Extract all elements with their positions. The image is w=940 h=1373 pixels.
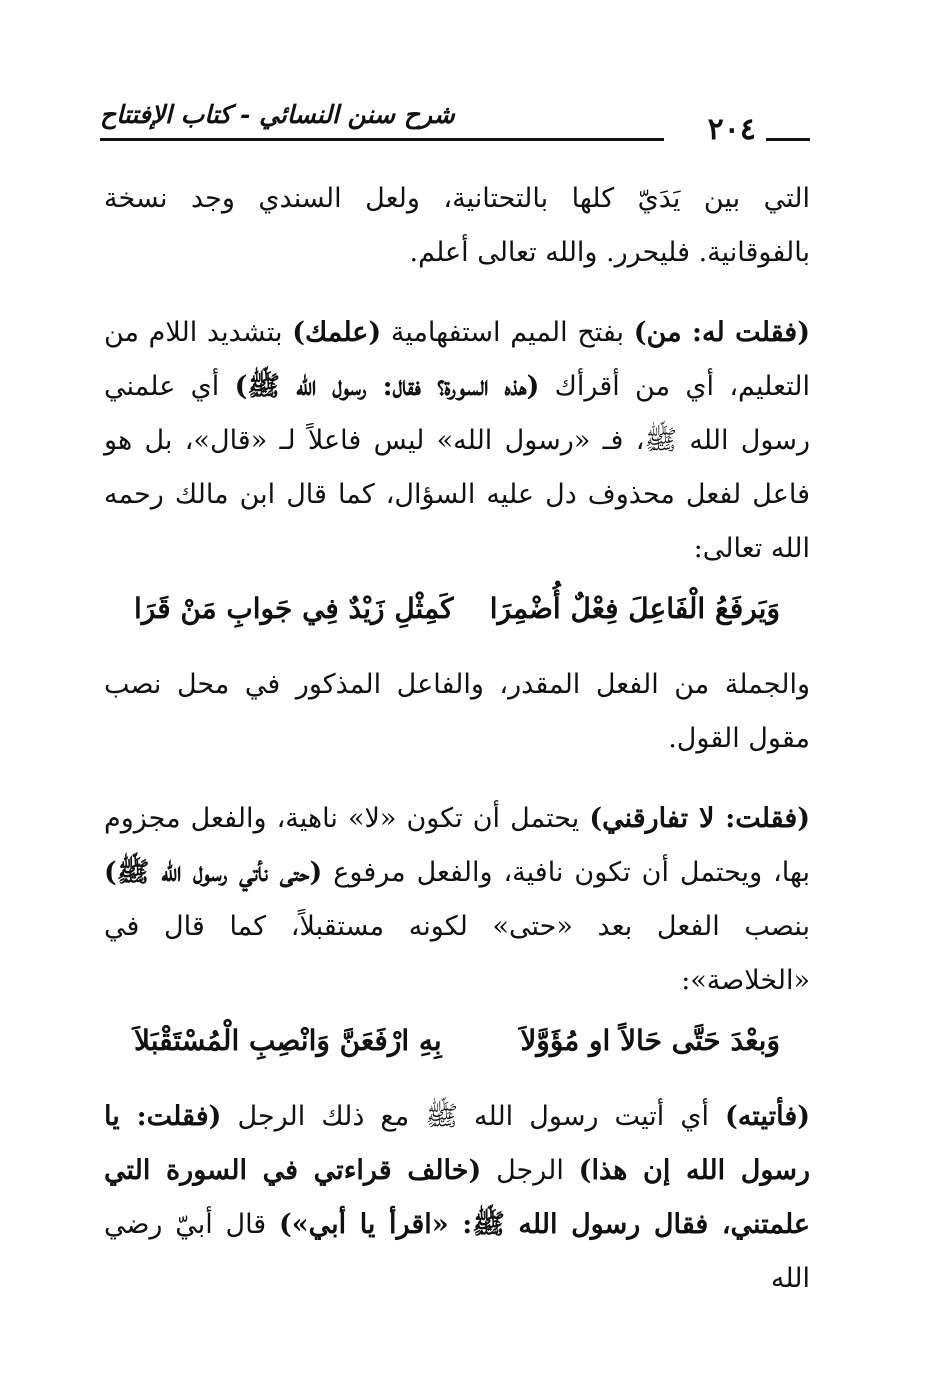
commentary-text: قال أبيّ رضي الله — [104, 1209, 810, 1294]
paragraph-4 — [104, 792, 810, 1008]
paragraph-2 — [104, 306, 810, 576]
header-dash — [766, 138, 810, 141]
quoted-text: (خالف قراءتي في السورة التي علمتني، فقال رسول الله ﷺ: «اقرأ يا أبي») — [104, 1155, 810, 1240]
quoted-text: (فأتيته) — [725, 1101, 811, 1132]
verse-first-hemistich: وَيَرفَعُ الْفَاعِلَ فِعْلٌ أُضْمِرَا — [489, 592, 780, 625]
page-header — [100, 100, 810, 150]
paragraph-3: والجملة من الفعل المقدر، والفاعل المذكور في محل نصب مقول القول. — [104, 669, 810, 754]
poetry-verse-1 — [104, 582, 810, 636]
header-rule — [100, 138, 664, 141]
paragraph-5 — [104, 1090, 810, 1306]
page-body — [104, 172, 810, 1306]
commentary-text: أي علمني رسول الله ﷺ، فـ «رسول الله» ليس فاعلاً لـ «قال»، بل هو فاعل لفعل محذوف دل عليه السؤال، كما قال ابن مالك رحمه الله تعالى: — [104, 371, 810, 564]
quoted-text: (حتى نأتي رسول الله ﷺ) — [104, 857, 323, 888]
commentary-text: الرجل — [481, 1155, 579, 1186]
quoted-text: (هذه السورة؟ فقال: رسول الله ﷺ) — [234, 371, 540, 402]
paragraph-1: التي بين يَدَيّ كلها بالتحتانية، ولعل السندي وجد نسخة بالفوقانية. فليحرر. والله تعالى أعلم. — [104, 183, 810, 268]
quoted-text: (علمك) — [292, 317, 382, 348]
commentary-text: بفتح الميم استفهامية — [381, 317, 634, 348]
page-number: ٢٠٤ — [707, 112, 756, 147]
quoted-text: (فقلت: يا رسول الله إن هذا) — [104, 1101, 811, 1186]
poetry-verse-2 — [104, 1014, 810, 1068]
commentary-text: بنصب الفعل بعد «حتى» لكونه مستقبلاً، كما قال في «الخلاصة»: — [104, 911, 810, 996]
verse-second-hemistich: كَمِثْلِ زَيْدٌ فِي جَوابِ مَنْ قَرَا — [134, 592, 454, 625]
verse-second-hemistich: بِهِ ارْفَعَنَّ وَانْصِبِ الْمُسْتَقْبَلاَ — [134, 1024, 442, 1057]
quoted-text: (فقلت: لا تفارقني) — [589, 803, 810, 834]
commentary-text: أي أتيت رسول الله ﷺ مع ذلك الرجل — [221, 1101, 726, 1132]
verse-first-hemistich: وَبعْدَ حَتَّى حَالاً او مُؤَوَّلاَ — [520, 1024, 780, 1057]
running-title: شرح سنن النسائي - كتاب الإفتتاح — [100, 100, 455, 129]
commentary-text: يحتمل أن تكون «لا» ناهية، والفعل مجزوم بها، ويحتمل أن تكون نافية، والفعل مرفوع — [104, 803, 810, 888]
quoted-text: (فقلت له: من) — [633, 317, 810, 348]
commentary-text: بتشديد اللام من التعليم، أي من أقرأك — [104, 317, 810, 402]
